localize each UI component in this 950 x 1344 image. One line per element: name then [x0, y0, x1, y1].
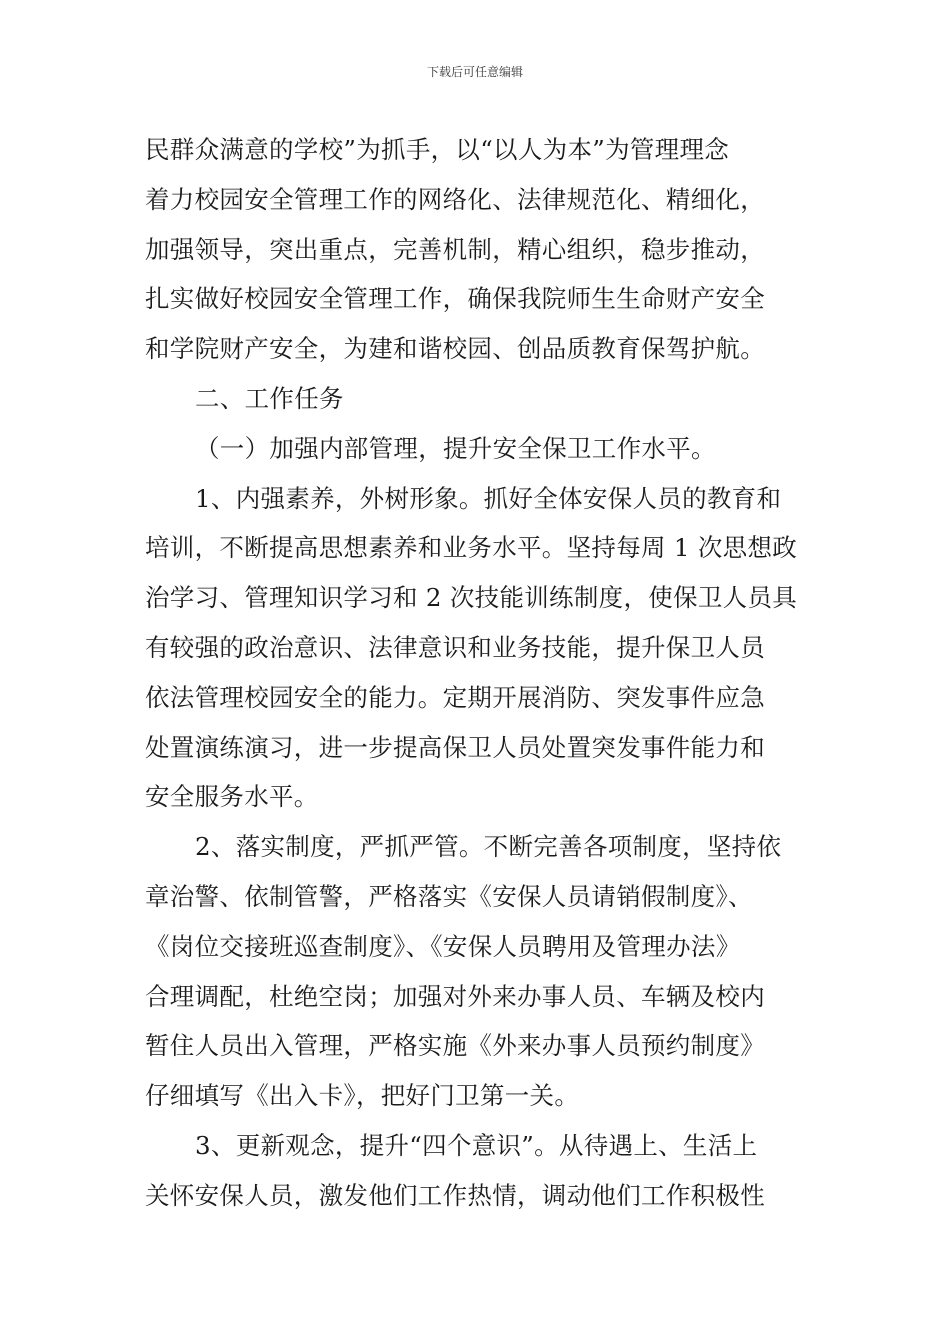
text-line: 和学院财产安全，为建和谐校园、创品质教育保驾护航。 — [145, 334, 765, 364]
text-line: 治学习、管理知识学习和 2 次技能训练制度，使保卫人员具 — [145, 583, 798, 613]
text-line: 依法管理校园安全的能力。定期开展消防、突发事件应急 — [145, 682, 765, 712]
text-line: 有较强的政治意识、法律意识和业务技能，提升保卫人员 — [145, 632, 765, 662]
text-line: 暂住人员出入管理，严格实施《外来办事人员预约制度》 — [145, 1031, 765, 1061]
document-body — [145, 125, 815, 1221]
paragraph-start: 1、内强素养，外树形象。抓好全体安保人员的教育和 — [195, 483, 782, 513]
text-line: 民群众满意的学校”为抓手，以“以人为本”为管理理念 — [145, 135, 730, 164]
text-line: 培训，不断提高思想素养和业务水平。坚持每周 1 次思想政 — [145, 533, 798, 563]
text-line: 关怀安保人员，激发他们工作热情，调动他们工作积极性 — [145, 1180, 765, 1210]
text-line: 处置演练演习，进一步提高保卫人员处置突发事件能力和 — [145, 732, 765, 762]
paragraph-start: 2、落实制度，严抓严管。不断完善各项制度，坚持依 — [195, 832, 782, 862]
text-line: 仔细填写《出入卡》，把好门卫第一关。 — [145, 1081, 580, 1111]
text-line: 《岗位交接班巡查制度》、《安保人员聘用及管理办法》 — [145, 931, 741, 961]
subsection-heading: （一）加强内部管理，提升安全保卫工作水平。 — [195, 433, 716, 463]
paragraph-start: 3、更新观念，提升“四个意识”。从待遇上、生活上 — [195, 1130, 758, 1160]
text-line: 章治警、依制管警，严格落实《安保人员请销假制度》、 — [145, 881, 753, 911]
page-header: 下载后可任意编辑 — [426, 65, 523, 79]
text-line: 合理调配，杜绝空岗；加强对外来办事人员、车辆及校内 — [145, 981, 765, 1011]
text-line: 扎实做好校园安全管理工作，确保我院师生生命财产安全 — [145, 284, 765, 314]
section-heading: 二、工作任务 — [195, 383, 344, 413]
text-line: 安全服务水平。 — [145, 782, 319, 812]
text-line: 着力校园安全管理工作的网络化、法律规范化、精细化， — [145, 184, 765, 214]
text-line: 加强领导，突出重点，完善机制，精心组织，稳步推动， — [145, 234, 765, 264]
